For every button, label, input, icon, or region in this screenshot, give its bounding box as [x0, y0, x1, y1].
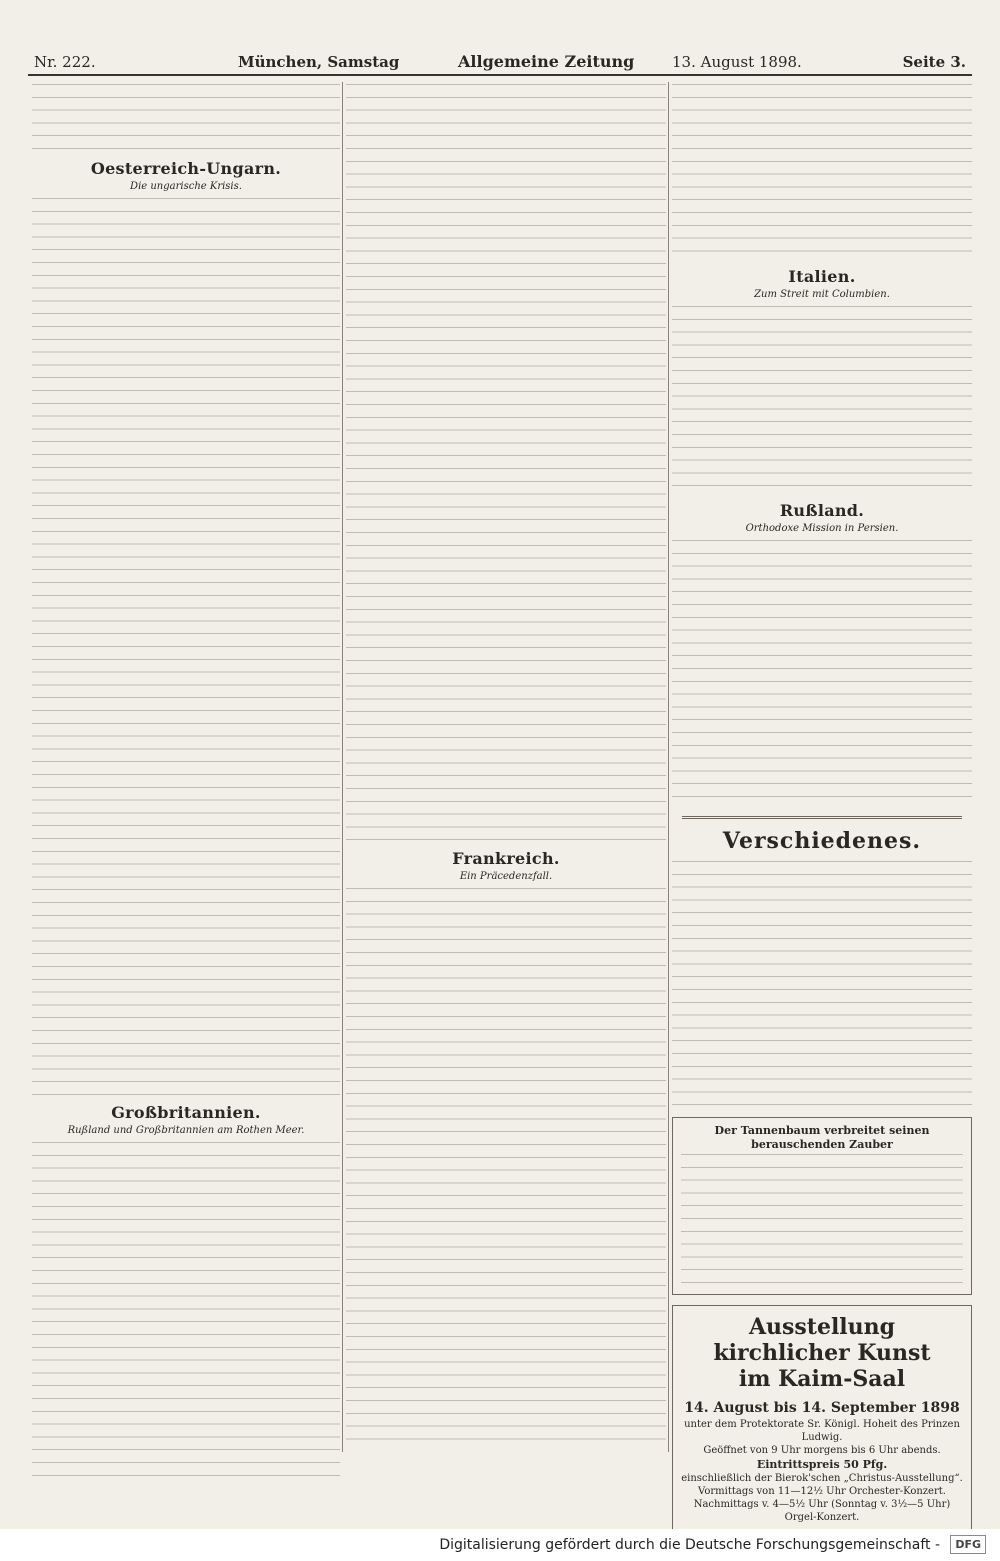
dfg-logo: DFG — [950, 1535, 986, 1554]
text-block — [32, 84, 340, 154]
column-2 — [346, 82, 666, 1452]
city-date: München, Samstag — [238, 53, 400, 71]
article-body — [672, 540, 972, 808]
section-heading: Rußland. — [779, 501, 865, 520]
issue-date: 13. August 1898. — [672, 53, 802, 71]
exhibition-price: Eintrittspreis 50 Pfg. — [756, 1458, 888, 1471]
article-body — [346, 888, 666, 1448]
section-subheading: Die ungarische Krisis. — [130, 181, 242, 192]
section-heading: Großbritannien. — [111, 1103, 261, 1122]
column-3 — [672, 82, 972, 1523]
ad-body — [681, 1154, 963, 1284]
issue-number: Nr. 222. — [34, 53, 96, 71]
footer-bar — [0, 1529, 1000, 1561]
exhibition-patron: unter dem Protektorate Sr. Königl. Hoheit des Prinzen Ludwig. — [684, 1419, 960, 1443]
section-subheading: Orthodoxe Mission in Persien. — [745, 523, 899, 534]
article-body — [346, 84, 666, 844]
section-heading: Italien. — [788, 267, 856, 286]
exhibition-title: Ausstellung kirchlicher Kunst — [713, 1314, 931, 1366]
section-heading: Verschiedenes. — [722, 828, 922, 854]
exhibition-hours: Geöffnet von 9 Uhr morgens bis 6 Uhr abends. — [703, 1445, 941, 1456]
article-body — [32, 1142, 340, 1482]
ad-title: Der Tannenbaum verbreitet seinen berauschenden Zauber — [714, 1124, 930, 1151]
section-subheading: Ein Präcedenzfall. — [459, 871, 553, 882]
exhibition-concert: Vormittags von 11—12½ Uhr Orchester-Konzert. — [698, 1486, 946, 1497]
newspaper-title: Allgemeine Zeitung — [458, 52, 635, 71]
footer-credit: Digitalisierung gefördert durch die Deutsche Forschungsgemeinschaft - — [439, 1537, 940, 1553]
section-subheading: Zum Streit mit Columbien. — [754, 289, 890, 300]
exhibition-dates: 14. August bis 14. September 1898 — [684, 1400, 960, 1416]
exhibition-note: einschließlich der Bierok'schen „Christus-Ausstellung“. — [681, 1473, 963, 1484]
column-divider — [342, 82, 343, 1452]
article-body — [32, 198, 340, 1098]
page-number: Seite 3. — [902, 53, 966, 71]
article-body — [672, 84, 972, 262]
column-1 — [32, 82, 340, 1452]
section-heading: Oesterreich-Ungarn. — [90, 159, 282, 178]
exhibition-concert: Nachmittags v. 4—5½ Uhr (Sonntag v. 3½—5 Uhr) Orgel-Konzert. — [693, 1499, 951, 1523]
section-heading: Frankreich. — [452, 849, 560, 868]
article-body — [672, 306, 972, 496]
divider — [682, 816, 962, 819]
exhibition-venue: im Kaim-Saal — [738, 1366, 906, 1392]
exhibition-ad — [672, 1305, 972, 1531]
column-divider — [668, 82, 669, 1452]
section-subheading: Rußland und Großbritannien am Rothen Meer. — [67, 1125, 305, 1136]
masthead — [28, 52, 972, 76]
advertisement — [672, 1117, 972, 1295]
article-body — [672, 861, 972, 1111]
